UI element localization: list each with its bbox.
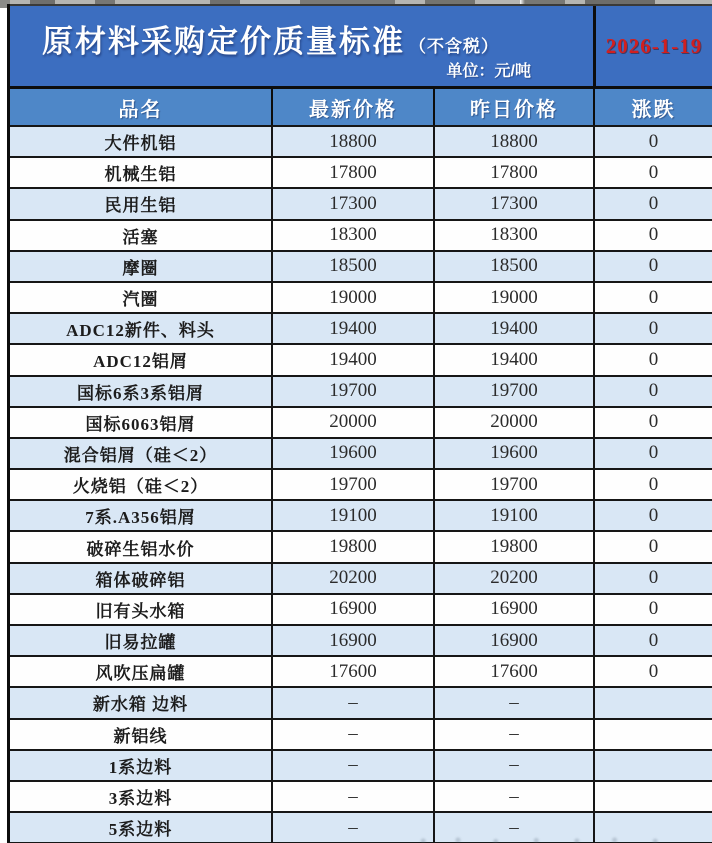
cell-change: 0 xyxy=(648,473,659,495)
cell-yesterday-price: – xyxy=(435,688,595,717)
col-header-product: 品名 xyxy=(10,89,273,125)
col-header-change: 涨跌 xyxy=(631,98,676,121)
cell-product-name: 7系.A356铝屑 xyxy=(10,501,273,530)
cell-latest-price: 17600 xyxy=(273,657,435,686)
cell-product-name: 风吹压扁罐 xyxy=(10,657,273,686)
table-row xyxy=(10,626,712,657)
cell-change: 0 xyxy=(648,660,659,682)
cell-product-name: 大件机铝 xyxy=(10,127,273,156)
watermark-artifact xyxy=(400,833,690,843)
cell-change: 0 xyxy=(648,629,659,651)
title-band xyxy=(10,4,712,89)
cell-latest-price: 19400 xyxy=(273,314,435,343)
cell-product-name: 国标6系3系铝屑 xyxy=(10,377,273,406)
cell-yesterday-price: 20200 xyxy=(435,564,595,593)
cell-yesterday-price: 19700 xyxy=(435,377,595,406)
cell-product-name: 新铝线 xyxy=(10,720,273,749)
cell-product-name: 活塞 xyxy=(10,221,273,250)
cell-change: 0 xyxy=(648,192,659,214)
cell-yesterday-price: 17600 xyxy=(435,657,595,686)
cell-latest-price: 18300 xyxy=(273,221,435,250)
cell-yesterday-price: – xyxy=(435,813,595,842)
table-row xyxy=(10,657,712,688)
cell-product-name: 5系边料 xyxy=(10,813,273,842)
cell-latest-price: 19000 xyxy=(273,283,435,312)
cell-change: 0 xyxy=(648,411,659,433)
cell-product-name: 机械生铝 xyxy=(10,158,273,187)
table-row xyxy=(10,720,712,751)
cell-yesterday-price: 17800 xyxy=(435,158,595,187)
table-row xyxy=(10,532,712,563)
cell-change xyxy=(595,782,712,811)
cell-change: 0 xyxy=(648,161,659,183)
cell-latest-price: 20200 xyxy=(273,564,435,593)
cell-change xyxy=(595,720,712,749)
cell-product-name: 旧有头水箱 xyxy=(10,595,273,624)
cell-change xyxy=(595,688,712,717)
table-row xyxy=(10,751,712,782)
table-row xyxy=(10,314,712,345)
cell-yesterday-price: 19400 xyxy=(435,345,595,374)
title-line xyxy=(42,16,499,61)
cell-yesterday-price: 18300 xyxy=(435,221,595,250)
title-tax-note: （不含税） xyxy=(409,37,499,56)
col-header-yesterday: 昨日价格 xyxy=(435,89,595,125)
cell-product-name: 国标6063铝屑 xyxy=(10,408,273,437)
cell-latest-price: 19100 xyxy=(273,501,435,530)
table-row xyxy=(10,283,712,314)
cell-product-name: 箱体破碎铝 xyxy=(10,564,273,593)
unit-label: 单位：元/吨 xyxy=(446,63,531,80)
cell-yesterday-price: 19700 xyxy=(435,470,595,499)
date-text: 2026-1-19 xyxy=(605,33,703,58)
cell-product-name: 破碎生铝水价 xyxy=(10,532,273,561)
table-row xyxy=(10,158,712,189)
cell-yesterday-price: 19000 xyxy=(435,283,595,312)
table-row xyxy=(10,439,712,470)
cell-latest-price: – xyxy=(273,751,435,780)
table-row xyxy=(10,408,712,439)
cell-latest-price: 18800 xyxy=(273,127,435,156)
table-row xyxy=(10,470,712,501)
cell-latest-price: – xyxy=(273,782,435,811)
table-row xyxy=(10,127,712,158)
cell-change: 0 xyxy=(648,224,659,246)
cell-yesterday-price: – xyxy=(435,720,595,749)
price-table xyxy=(7,4,712,843)
cell-latest-price: 16900 xyxy=(273,595,435,624)
cell-yesterday-price: 19600 xyxy=(435,439,595,468)
table-row xyxy=(10,501,712,532)
cell-latest-price: 19600 xyxy=(273,439,435,468)
cell-latest-price: – xyxy=(273,720,435,749)
cell-latest-price: 17800 xyxy=(273,158,435,187)
cell-latest-price: – xyxy=(273,813,435,842)
cell-yesterday-price: 18500 xyxy=(435,252,595,281)
cell-change: 0 xyxy=(648,380,659,402)
cell-latest-price: 20000 xyxy=(273,408,435,437)
cell-change: 0 xyxy=(648,348,659,370)
cell-yesterday-price: 16900 xyxy=(435,626,595,655)
table-row xyxy=(10,189,712,220)
cell-change: 0 xyxy=(648,286,659,308)
cell-change: 0 xyxy=(648,504,659,526)
cell-yesterday-price: – xyxy=(435,751,595,780)
cell-latest-price: 19700 xyxy=(273,470,435,499)
cell-change: 0 xyxy=(648,536,659,558)
cell-product-name: ADC12铝屑 xyxy=(10,345,273,374)
cell-yesterday-price: 19800 xyxy=(435,532,595,561)
cell-yesterday-price: 19100 xyxy=(435,501,595,530)
cell-product-name: 新水箱 边料 xyxy=(10,688,273,717)
table-header-row xyxy=(10,89,712,127)
cell-change: 0 xyxy=(648,442,659,464)
table-row xyxy=(10,377,712,408)
cell-latest-price: 19800 xyxy=(273,532,435,561)
cell-latest-price: 19400 xyxy=(273,345,435,374)
cell-product-name: 汽圈 xyxy=(10,283,273,312)
cell-change: 0 xyxy=(648,255,659,277)
cell-product-name: 1系边料 xyxy=(10,751,273,780)
cell-yesterday-price: 17300 xyxy=(435,189,595,218)
title-cell xyxy=(10,6,596,86)
table-body xyxy=(10,127,712,843)
cell-change: 0 xyxy=(648,317,659,339)
cell-change: 0 xyxy=(648,598,659,620)
table-row xyxy=(10,221,712,252)
cell-latest-price: 17300 xyxy=(273,189,435,218)
cell-latest-price: 18500 xyxy=(273,252,435,281)
cell-latest-price: 19700 xyxy=(273,377,435,406)
cell-product-name: ADC12新件、料头 xyxy=(10,314,273,343)
cell-yesterday-price: 16900 xyxy=(435,595,595,624)
cell-change xyxy=(595,751,712,780)
cell-change: 0 xyxy=(648,567,659,589)
cell-change: 0 xyxy=(648,130,659,152)
table-row xyxy=(10,252,712,283)
cell-latest-price: 16900 xyxy=(273,626,435,655)
table-row xyxy=(10,782,712,813)
cell-product-name: 摩圈 xyxy=(10,252,273,281)
table-row xyxy=(10,688,712,719)
cell-product-name: 民用生铝 xyxy=(10,189,273,218)
table-row xyxy=(10,345,712,376)
cell-product-name: 混合铝屑（硅＜2） xyxy=(10,439,273,468)
col-header-latest: 最新价格 xyxy=(273,89,435,125)
cell-yesterday-price: 18800 xyxy=(435,127,595,156)
cell-product-name: 3系边料 xyxy=(10,782,273,811)
cell-latest-price: – xyxy=(273,688,435,717)
table-row xyxy=(10,564,712,595)
table-row xyxy=(10,595,712,626)
cell-product-name: 火烧铝（硅＜2） xyxy=(10,470,273,499)
cell-yesterday-price: 20000 xyxy=(435,408,595,437)
date-cell xyxy=(596,6,712,86)
page-title: 原材料采购定价质量标准 xyxy=(42,24,405,59)
cell-yesterday-price: 19400 xyxy=(435,314,595,343)
cell-product-name: 旧易拉罐 xyxy=(10,626,273,655)
cell-yesterday-price: – xyxy=(435,782,595,811)
